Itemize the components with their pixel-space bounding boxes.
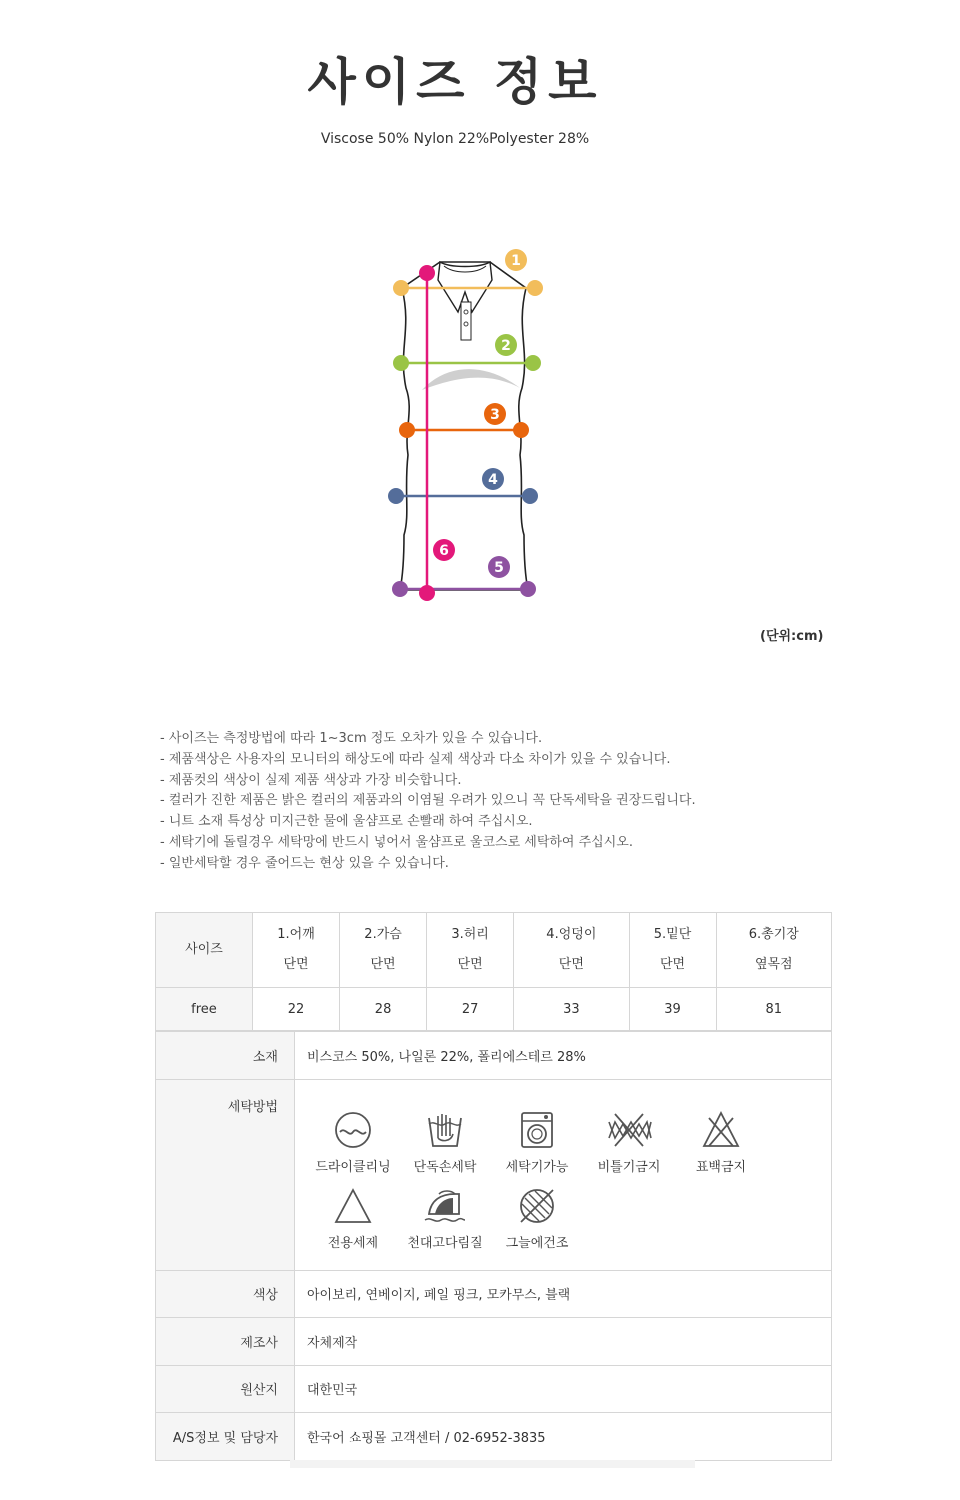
dry-clean-icon (333, 1110, 373, 1150)
wash-item (399, 1110, 491, 1175)
measure-dot (520, 581, 536, 597)
col-sub: 옆목점 (754, 957, 793, 972)
wash-label: 표백금지 (695, 1159, 747, 1175)
measure-dot (419, 265, 435, 281)
info-row-material (156, 1032, 832, 1080)
washing-icon-grid (307, 1090, 827, 1260)
size-col-header (629, 913, 716, 988)
info-value: 자체제작 (295, 1318, 832, 1366)
measure-dot (393, 355, 409, 371)
size-header-label: 사이즈 (156, 913, 253, 988)
col-name: 5.밑단 (653, 927, 692, 942)
marker-4-label: 4 (488, 472, 498, 488)
info-label: 색상 (156, 1270, 295, 1318)
info-row-origin (156, 1365, 832, 1413)
col-sub: 단면 (283, 957, 309, 972)
wash-item (491, 1110, 583, 1175)
info-label: 제조사 (156, 1318, 295, 1366)
page-title: 사이즈 정보 (307, 53, 603, 111)
size-value: 22 (253, 988, 340, 1031)
note-item: - 일반세탁할 경우 줄어드는 현상 있을 수 있습니다. (160, 855, 449, 871)
cloth-iron-icon (423, 1186, 467, 1226)
wash-label: 드라이클리닝 (315, 1159, 391, 1175)
marker-1-label: 1 (511, 253, 521, 269)
col-name: 6.총기장 (748, 927, 799, 942)
col-name: 3.허리 (451, 927, 489, 942)
wash-label: 전용세제 (327, 1235, 379, 1251)
info-value: 비스코스 50%, 나일론 22%, 폴리에스테르 28% (295, 1032, 832, 1080)
size-value: 28 (340, 988, 427, 1031)
size-col-header (716, 913, 831, 988)
unit-label: (단위:cm) (760, 629, 824, 644)
col-name: 1.어깨 (277, 927, 315, 942)
wash-label: 그늘에건조 (505, 1235, 569, 1251)
size-col-header (514, 913, 629, 988)
size-value: 39 (629, 988, 716, 1031)
note-item: - 사이즈는 측정방법에 따라 1~3cm 정도 오차가 있을 수 있습니다. (160, 731, 543, 746)
measure-dot (388, 488, 404, 504)
col-sub: 단면 (370, 957, 396, 972)
product-info-table (155, 1031, 832, 1461)
wash-item (675, 1110, 767, 1175)
table-row (156, 988, 832, 1031)
wash-label: 비틀기금지 (597, 1159, 661, 1175)
shade-dry-icon (517, 1186, 557, 1226)
placket (461, 302, 471, 340)
info-row-manufacturer (156, 1318, 832, 1366)
col-name: 2.가슴 (364, 927, 402, 942)
marker-6-label: 6 (439, 543, 449, 559)
measure-dot (393, 280, 409, 296)
footer-divider (290, 1460, 695, 1468)
measure-dot (399, 422, 415, 438)
info-label: A/S정보 및 담당자 (156, 1413, 295, 1461)
hand-wash-icon (425, 1110, 465, 1150)
wash-item (583, 1110, 675, 1175)
wash-item (491, 1186, 583, 1251)
info-row-color (156, 1270, 832, 1318)
no-wring-icon (605, 1110, 653, 1150)
garment-diagram-svg (380, 240, 550, 610)
wash-item (307, 1110, 399, 1175)
info-row-as (156, 1413, 832, 1461)
info-label: 원산지 (156, 1365, 295, 1413)
info-row-washing (156, 1079, 832, 1270)
size-value: 33 (514, 988, 629, 1031)
measure-dot (522, 488, 538, 504)
info-value: 아이보리, 연베이지, 페일 핑크, 모카무스, 블랙 (295, 1270, 832, 1318)
size-col-header (340, 913, 427, 988)
wash-label: 단독손세탁 (413, 1159, 477, 1175)
info-value: 대한민국 (295, 1365, 832, 1413)
col-name: 4.엉덩이 (546, 927, 597, 942)
size-col-header (253, 913, 340, 988)
note-item: - 제품컷의 색상이 실제 제품 색상과 가장 비슷합니다. (160, 772, 462, 788)
note-item: - 니트 소재 특성상 미지근한 물에 울샴프로 손빨래 하여 주십시오. (160, 814, 533, 830)
col-sub: 단면 (659, 957, 686, 972)
washing-machine-icon (517, 1110, 557, 1150)
measure-dot (392, 581, 408, 597)
measure-dot (525, 355, 541, 371)
measure-dot (419, 585, 435, 601)
notes-list (160, 729, 696, 875)
marker-3-label: 3 (490, 407, 500, 423)
size-value: 27 (427, 988, 514, 1031)
washing-icons-cell (295, 1079, 832, 1270)
note-item: - 제품색상은 사용자의 모니터의 해상도에 따라 실제 색상과 다소 차이가 있을 수 있습니다. (160, 751, 671, 767)
size-col-header (427, 913, 514, 988)
wash-item (307, 1186, 399, 1251)
measure-dot (527, 280, 543, 296)
garment-measurement-diagram (380, 240, 550, 610)
material-line: Viscose 50% Nylon 22%Polyester 28% (320, 131, 590, 147)
marker-2-label: 2 (501, 338, 511, 354)
col-sub: 단면 (558, 957, 584, 972)
size-table (155, 912, 832, 1031)
no-bleach-icon (701, 1110, 741, 1150)
info-label: 세탁방법 (156, 1079, 295, 1270)
wash-label: 천대고다림질 (407, 1235, 483, 1251)
info-value: 한국어 쇼핑몰 고객센터 / 02-6952-3835 (295, 1413, 832, 1461)
size-name: free (156, 988, 253, 1031)
note-item: - 세탁기에 돌릴경우 세탁망에 반드시 넣어서 울샴프로 울코스로 세탁하여 주십시오. (160, 834, 633, 850)
info-label: 소재 (156, 1032, 295, 1080)
size-table-header-row (156, 913, 832, 988)
special-detergent-icon (333, 1186, 373, 1226)
marker-5-label: 5 (494, 560, 504, 576)
size-value: 81 (716, 988, 831, 1031)
wash-label: 세탁기가능 (505, 1159, 569, 1175)
col-sub: 단면 (457, 957, 483, 972)
measure-dot (513, 422, 529, 438)
note-item: - 컬러가 진한 제품은 밝은 컬러의 제품과의 이염될 우려가 있으니 꼭 단독세탁을 권장드립니다. (160, 793, 696, 809)
wash-item (399, 1186, 491, 1251)
